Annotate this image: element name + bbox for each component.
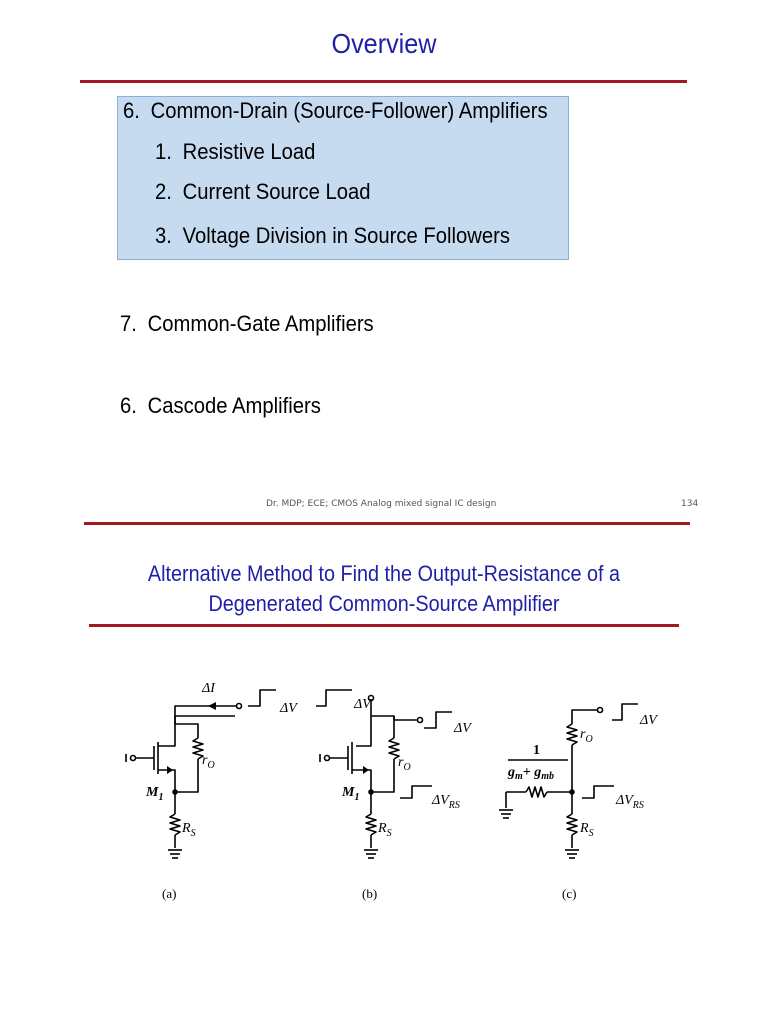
label-rs-c: $R_S$ xyxy=(580,821,594,839)
slide1-title-rule xyxy=(80,80,687,83)
slide1-page-number: 134 xyxy=(681,499,699,509)
panel-label-a: (a) xyxy=(162,886,177,901)
panel-label-b: (b) xyxy=(362,886,378,901)
outline-item-7 xyxy=(120,311,374,337)
slide1-title: Overview xyxy=(331,28,437,59)
panel-label-c: (c) xyxy=(562,886,577,901)
item-label: Common-Gate Amplifiers xyxy=(147,311,374,336)
slide2-title-rule xyxy=(89,624,679,627)
item-number: 6. xyxy=(120,393,137,418)
label-m1-a: $M_1$ xyxy=(146,785,164,803)
item-label: Voltage Division in Source Followers xyxy=(182,223,510,248)
item-number: 1. xyxy=(155,139,172,164)
label-rs-a: $R_S$ xyxy=(182,821,196,839)
slide-separator-rule xyxy=(84,522,690,525)
label-frac-num: 1 xyxy=(533,743,540,758)
outline-subitem-3 xyxy=(155,223,510,249)
item-label: Current Source Load xyxy=(182,179,371,204)
label-frac-den: $g_m+ g_{mb}$ xyxy=(508,765,555,782)
label-delta-vrs-b: $\Delta V_{RS}$ xyxy=(432,793,460,811)
outline-subitem-2 xyxy=(155,179,370,205)
slide2-title-line2: Degenerated Common-Source Amplifier xyxy=(208,591,560,616)
label-delta-vrs-c: $\Delta V_{RS}$ xyxy=(616,793,644,811)
item-number: 2. xyxy=(155,179,172,204)
circuit-a xyxy=(126,690,276,858)
outline-item-6-heading xyxy=(123,98,548,124)
label-ro-c: $r_O$ xyxy=(580,727,593,745)
label-m1-b: $M_1$ xyxy=(342,785,360,803)
label-delta-v-a: ΔV xyxy=(280,701,297,716)
item-number: 3. xyxy=(155,223,172,248)
label-ro-b: $r_O$ xyxy=(398,755,411,773)
label-delta-v-b-out: ΔV xyxy=(454,721,471,736)
slide2-title-line1: Alternative Method to Find the Output-Resistance of a xyxy=(147,561,621,586)
outline-item-cascode xyxy=(120,393,321,419)
label-ro-a: $r_O$ xyxy=(202,753,215,771)
label-delta-i: ΔI xyxy=(202,681,215,696)
circuit-figure xyxy=(120,668,660,908)
outline-subitem-1 xyxy=(155,139,315,165)
label-delta-v-b-in: ΔV xyxy=(354,697,371,712)
label-rs-b: $R_S$ xyxy=(378,821,392,839)
label-delta-v-c: ΔV xyxy=(640,713,657,728)
slide1-footer: Dr. MDP; ECE; CMOS Analog mixed signal IC design xyxy=(266,499,497,509)
item-number: 7. xyxy=(120,311,137,336)
item-label: Common-Drain (Source-Follower) Amplifiers xyxy=(150,98,548,123)
item-label: Cascode Amplifiers xyxy=(147,393,321,418)
item-label: Resistive Load xyxy=(182,139,316,164)
item-number: 6. xyxy=(123,98,140,123)
